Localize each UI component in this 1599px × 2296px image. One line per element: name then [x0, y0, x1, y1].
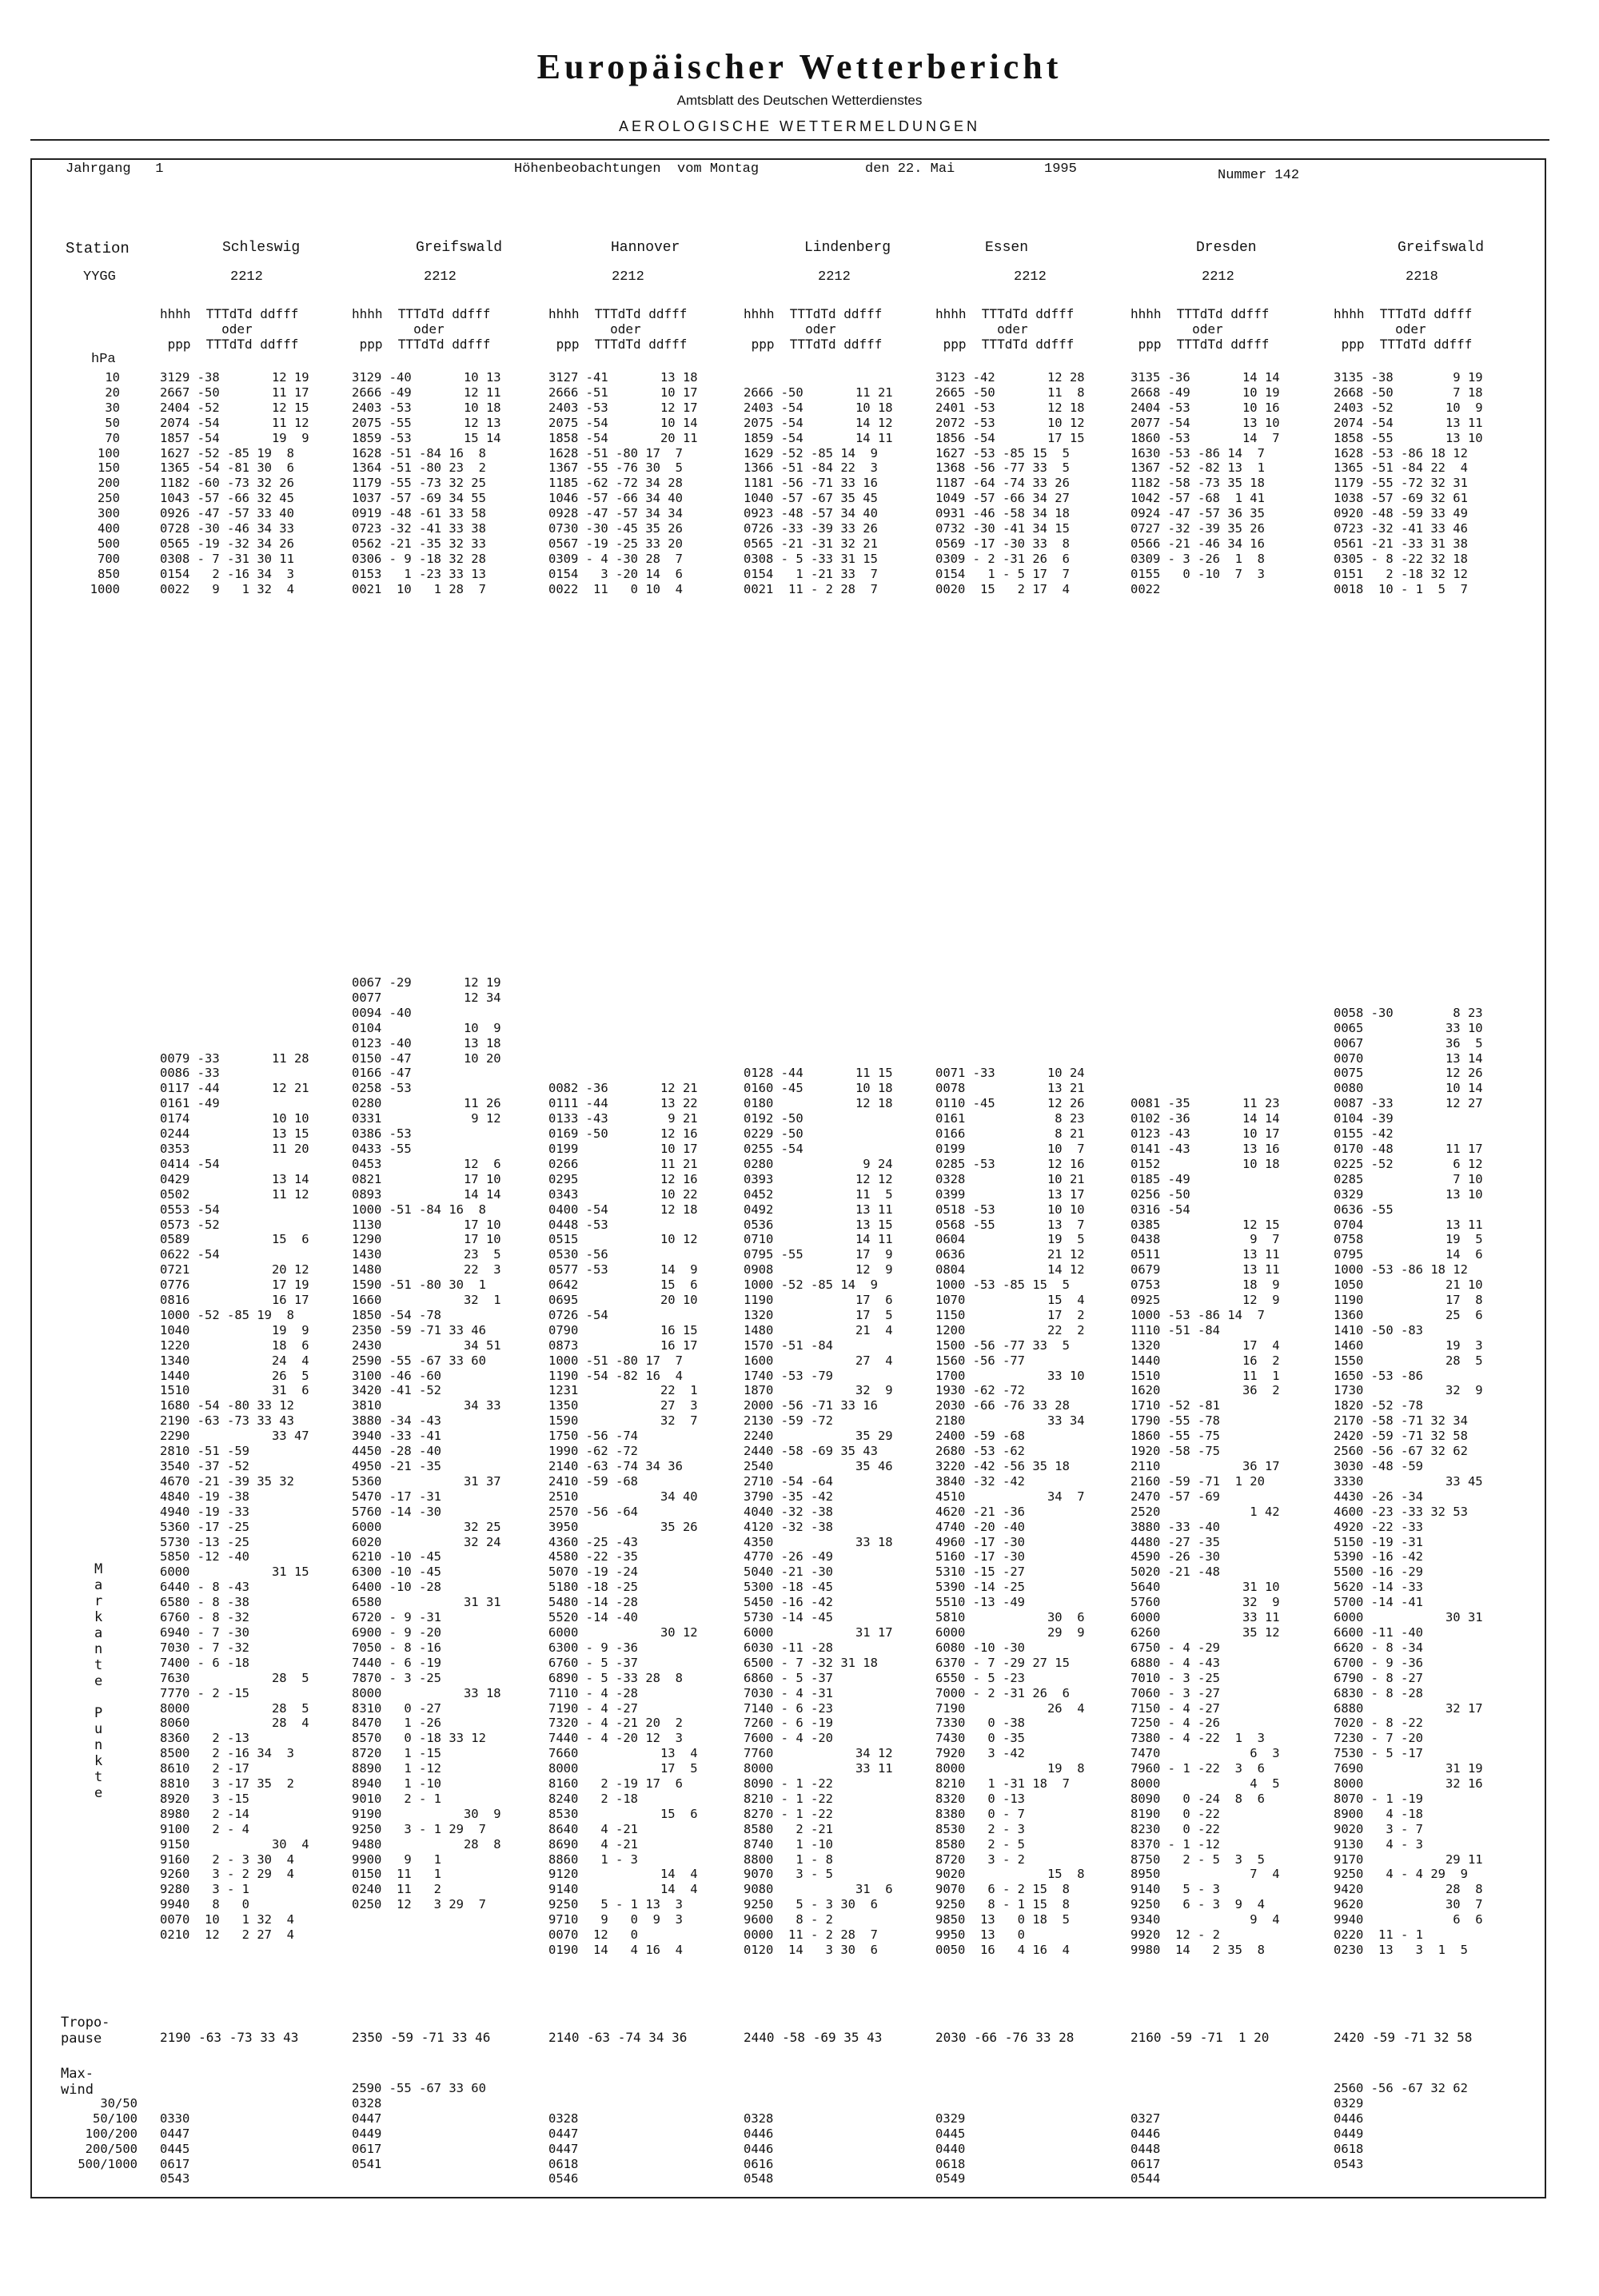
station-yygg: 2212	[818, 269, 851, 285]
station-yygg: 2212	[230, 269, 263, 285]
column-header: hhhh TTTdTd ddfff oder ppp TTTdTd ddfff	[548, 306, 688, 352]
yygg-label: YYGG	[83, 269, 116, 285]
maxwind-data: 2590 -55 -67 33 60 0328 0447 0449 0617 0541	[352, 2081, 486, 2171]
observation-label: Höhenbeobachtungen vom Montag	[514, 161, 760, 177]
maxwind-data: 0328 0447 0447 0618 0546	[548, 2111, 579, 2186]
significant-points-data: 0058 -30 8 23 0065 33 10 0067 36 5 0070 13 14 0075 12 26 0080 10 14 0087 -33 12 27 0104 -39 0155 -42 0170 -48 11 17 0225 -52 6 12 0285 7 10 0329 13 10 0636 -55 0704 13 11 0758 19 5 0795 14 6 1000 -53 -86 18 12 1050 21 10 1190 17 8 1360 25 6 1410 -50 -83 1460 19 3 1550 28 5 1650 -53 -86 1730 32 9 1820 -52 -78 2170 -58 -71 32 34 2420 -59 -71 32 58 2560 -56 -67 32 62 3030 -48 -59 3330 33 45 4430 -26 -34 4600 -23 -33 32 53 4920 -22 -33 5150 -19 -31 5390 -16 -42 5500 -16 -29 5620 -14 -33 5700 -14 -41 6000 30 31 6600 -11 -40 6620 - 8 -34 6700 - 9 -36 6790 - 8 -27 6830 - 8 -28 6880 32 17 7020 - 8 -22 7230 - 7 -20 7530 - 5 -17 7690 31 19 8000 32 16 8070 - 1 -19 8900 4 -18 9020 3 - 7 9130 4 - 3 9170 29 11 9250 4 - 4 29 9 9420 28 8 9620 30 7 9940 6 6 0220 11 - 1 0230 13 3 1 5	[1334, 1005, 1483, 1957]
pressure-levels: 10 20 30 50 70 100 150 200 250 300 400 500 700 850 1000	[90, 370, 120, 596]
station-yygg: 2218	[1406, 269, 1438, 285]
station-yygg: 2212	[424, 269, 457, 285]
markante-punkte-label: M a r k a n t e P u n k t e	[94, 1561, 103, 1801]
station-name: Hannover	[611, 240, 680, 256]
significant-points-data: 0067 -29 12 19 0077 12 34 0094 -40 0104 10 9 0123 -40 13 18 0150 -47 10 20 0166 -47 0258 -53 0280 11 26 0331 9 12 0386 -53 0433 -55 0453 12 6 0821 17 10 0893 14 14 1000 -51 -84 16 8 1130 17 10 1290 17 10 1430 23 5 1480 22 3 1590 -51 -80 30 1 1660 32 1 1850 -54 -78 2350 -59 -71 33 46 2430 34 51 2590 -55 -67 33 60 3100 -46 -60 3420 -41 -52 3810 34 33 3880 -34 -43 3940 -33 -41 4450 -28 -40 4950 -21 -35 5360 31 37 5470 -17 -31 5760 -14 -30 6000 32 25 6020 32 24 6210 -10 -45 6300 -10 -45 6400 -10 -28 6580 31 31 6720 - 9 -31 6900 - 9 -20 7050 - 8 -16 7440 - 6 -19 7870 - 3 -25 8000 33 18 8310 0 -27 8470 1 -26 8570 0 -18 33 12 8720 1 -15 8890 1 -12 8940 1 -10 9010 2 - 1 9190 30 9 9250 3 - 1 29 7 9480 28 8 9900 9 1 0150 11 1 0240 11 2 0250 12 3 29 7	[352, 975, 501, 1912]
significant-points-data: 0071 -33 10 24 0078 13 21 0110 -45 12 26 0161 8 23 0166 8 21 0199 10 7 0285 -53 12 16 0328 10 21 0399 13 17 0518 -53 10 10 0568 -55 13 7 0604 19 5 0636 21 12 0804 14 12 1000 -53 -85 15 5 1070 15 4 1150 17 2 1200 22 2 1500 -56 -77 33 5 1560 -56 -77 1700 33 10 1930 -62 -72 2030 -66 -76 33 28 2180 33 34 2400 -59 -68 2680 -53 -62 3220 -42 -56 35 18 3840 -32 -42 4510 34 7 4620 -21 -36 4740 -20 -40 4960 -17 -30 5160 -17 -30 5310 -15 -27 5390 -14 -25 5510 -13 -49 5810 30 6 6000 29 9 6080 -10 -30 6370 - 7 -29 27 15 6550 - 5 -23 7000 - 2 -31 26 6 7190 26 4 7330 0 -38 7430 0 -35 7920 3 -42 8000 19 8 8210 1 -31 18 7 8320 0 -13 8380 0 - 7 8530 2 - 3 8580 2 - 5 8720 3 - 2 9020 15 8 9070 6 - 2 15 8 9250 8 - 1 15 8 9850 13 0 18 5 9950 13 0 0050 16 4 16 4	[935, 1066, 1085, 1957]
header-divider	[30, 139, 1549, 141]
maxwind-data: 0328 0446 0446 0616 0548	[744, 2111, 774, 2186]
date-label: den 22. Mai	[865, 161, 955, 177]
tropopause-data: 2440 -58 -69 35 43	[744, 2030, 883, 2045]
tropopause-data: 2420 -59 -71 32 58	[1334, 2030, 1473, 2045]
maxwind-data: 0327 0446 0448 0617 0544	[1130, 2111, 1161, 2186]
station-label: Station	[66, 240, 130, 257]
tropopause-data: 2030 -66 -76 33 28	[935, 2030, 1075, 2045]
column-header: hhhh TTTdTd ddfff oder ppp TTTdTd ddfff	[1130, 306, 1270, 352]
station-name: Greifswald	[1398, 240, 1485, 256]
station-name: Greifswald	[416, 240, 503, 256]
tropopause-data: 2190 -63 -73 33 43	[160, 2030, 299, 2045]
station-name: Dresden	[1196, 240, 1257, 256]
station-name: Essen	[985, 240, 1029, 256]
significant-points-data: 0128 -44 11 15 0160 -45 10 18 0180 12 18 0192 -50 0229 -50 0255 -54 0280 9 24 0393 12 12 0452 11 5 0492 13 11 0536 13 15 0710 14 11 0795 -55 17 9 0908 12 9 1000 -52 -85 14 9 1190 17 6 1320 17 5 1480 21 4 1570 -51 -84 1600 27 4 1740 -53 -79 1870 32 9 2000 -56 -71 33 16 2130 -59 -72 2240 35 29 2440 -58 -69 35 43 2540 35 46 2710 -54 -64 3790 -35 -42 4040 -32 -38 4120 -32 -38 4350 33 18 4770 -26 -49 5040 -21 -30 5300 -18 -45 5450 -16 -42 5730 -14 -45 6000 31 17 6030 -11 -28 6500 - 7 -32 31 18 6860 - 5 -37 7030 - 4 -31 7140 - 6 -23 7260 - 6 -19 7600 - 4 -20 7760 34 12 8000 33 11 8090 - 1 -22 8210 - 1 -22 8270 - 1 -22 8580 2 -21 8740 1 -10 8800 1 - 8 9070 3 - 5 9080 31 6 9250 5 - 3 30 6 9600 8 - 2 0000 11 - 2 28 7 0120 14 3 30 6	[744, 1066, 893, 1957]
significant-points-data: 0082 -36 12 21 0111 -44 13 22 0133 -43 9 21 0169 -50 12 16 0199 10 17 0266 11 21 0295 12 16 0343 10 22 0400 -54 12 18 0448 -53 0515 10 12 0530 -56 0577 -53 14 9 0642 15 6 0695 20 10 0726 -54 0790 16 15 0873 16 17 1000 -51 -80 17 7 1190 -54 -82 16 4 1231 22 1 1350 27 3 1590 32 7 1750 -56 -74 1990 -62 -72 2140 -63 -74 34 36 2410 -59 -68 2510 34 40 2570 -56 -64 3950 35 26 4360 -25 -43 4580 -22 -35 5070 -19 -24 5180 -18 -25 5480 -14 -28 5520 -14 -40 6000 30 12 6300 - 9 -36 6760 - 5 -37 6890 - 5 -33 28 8 7110 - 4 -28 7190 - 4 -27 7320 - 4 -21 20 2 7440 - 4 -20 12 3 7660 13 4 8000 17 5 8160 2 -19 17 6 8240 2 -18 8530 15 6 8640 4 -21 8690 4 -21 8860 1 - 3 9120 14 4 9140 14 4 9250 5 - 1 13 3 9710 9 0 9 3 0070 12 0 0190 14 4 16 4	[548, 1081, 698, 1957]
column-header: hhhh TTTdTd ddfff oder ppp TTTdTd ddfff	[352, 306, 491, 352]
significant-points-data: 0079 -33 11 28 0086 -33 0117 -44 12 21 0161 -49 0174 10 10 0244 13 15 0353 11 20 0414 -54 0429 13 14 0502 11 12 0553 -54 0573 -52 0589 15 6 0622 -54 0721 20 12 0776 17 19 0816 16 17 1000 -52 -85 19 8 1040 19 9 1220 18 6 1340 24 4 1440 26 5 1510 31 6 1680 -54 -80 33 12 2190 -63 -73 33 43 2290 33 47 2810 -51 -59 3540 -37 -52 4670 -21 -39 35 32 4840 -19 -38 4940 -19 -33 5360 -17 -25 5730 -13 -25 5850 -12 -40 6000 31 15 6440 - 8 -43 6580 - 8 -38 6760 - 8 -32 6940 - 7 -30 7030 - 7 -32 7400 - 6 -18 7630 28 5 7770 - 2 -15 8000 28 5 8060 28 4 8360 2 -13 8500 2 -16 34 3 8610 2 -17 8810 3 -17 35 2 8920 3 -15 8980 2 -14 9100 2 - 4 9150 30 4 9160 2 - 3 30 4 9260 3 - 2 29 4 9280 3 - 1 9940 8 0 0070 10 1 32 4 0210 12 2 27 4	[160, 1050, 309, 1943]
standard-levels-data: 3135 -36 14 14 2668 -49 10 19 2404 -53 10 16 2077 -54 13 10 1860 -53 14 7 1630 -53 -86 14 7 1367 -52 -82 13 1 1182 -58 -73 35 18 1042 -57 -68 1 41 0924 -47 -57 36 35 0727 -32 -39 35 26 0566 -21 -46 34 16 0309 - 3 -26 1 8 0155 0 -10 7 3 0022	[1130, 370, 1280, 596]
tropopause-label: Tropo- pause	[61, 2015, 110, 2047]
page-title: Europäischer Wetterbericht	[536, 47, 1063, 86]
section-title: AEROLOGISCHE WETTERMELDUNGEN	[618, 118, 981, 134]
column-header: hhhh TTTdTd ddfff oder ppp TTTdTd ddfff	[744, 306, 883, 352]
standard-levels-data: 3129 -40 10 13 2666 -49 12 11 2403 -53 10 18 2075 -55 12 13 1859 -53 15 14 1628 -51 -84 16 8 1364 -51 -80 23 2 1179 -55 -73 32 25 1037 -57 -69 34 55 0919 -48 -61 33 58 0723 -32 -41 33 38 0562 -21 -35 32 33 0306 - 9 -18 32 28 0153 1 -23 33 13 0021 10 1 28 7	[352, 370, 501, 596]
standard-levels-data: 3135 -38 9 19 2668 -50 7 18 2403 -52 10 9 2074 -54 13 11 1858 -55 13 10 1628 -53 -86 18 12 1365 -51 -84 22 4 1179 -55 -72 32 31 1038 -57 -69 32 61 0920 -48 -59 33 49 0723 -32 -41 33 46 0561 -21 -33 31 38 0305 - 8 -22 32 18 0151 2 -18 32 12 0018 10 - 1 5 7	[1334, 370, 1483, 596]
tropopause-data: 2140 -63 -74 34 36	[548, 2030, 688, 2045]
standard-levels-data: 3127 -41 13 18 2666 -51 10 17 2403 -53 12 17 2075 -54 10 14 1858 -54 20 11 1628 -51 -80 17 7 1367 -55 -76 30 5 1185 -62 -72 34 28 1046 -57 -66 34 40 0928 -47 -57 34 34 0730 -30 -45 35 26 0567 -19 -25 33 20 0309 - 4 -30 28 7 0154 3 -20 14 6 0022 11 0 10 4	[548, 370, 698, 596]
standard-levels-data: 3123 -42 12 28 2665 -50 11 8 2401 -53 12 18 2072 -53 10 12 1856 -54 17 15 1627 -53 -85 15 5 1368 -56 -77 33 5 1187 -64 -74 33 26 1049 -57 -66 34 27 0931 -46 -58 34 18 0732 -30 -41 34 15 0569 -17 -30 33 8 0309 - 2 -31 26 6 0154 1 - 5 17 7 0020 15 2 17 4	[935, 370, 1085, 596]
maxwind-data: 0329 0445 0440 0618 0549	[935, 2111, 966, 2186]
column-header: hhhh TTTdTd ddfff oder ppp TTTdTd ddfff	[160, 306, 299, 352]
maxwind-data: 0330 0447 0445 0617 0543	[160, 2111, 190, 2186]
hpa-label: hPa	[91, 352, 116, 367]
column-header: hhhh TTTdTd ddfff oder ppp TTTdTd ddfff	[935, 306, 1075, 352]
station-yygg: 2212	[612, 269, 644, 285]
tropopause-data: 2350 -59 -71 33 46	[352, 2030, 491, 2045]
tropopause-data: 2160 -59 -71 1 20	[1130, 2030, 1270, 2045]
column-header: hhhh TTTdTd ddfff oder ppp TTTdTd ddfff	[1334, 306, 1473, 352]
jahrgang-label: Jahrgang 1	[66, 161, 164, 177]
station-yygg: 2212	[1202, 269, 1234, 285]
significant-points-data: 0081 -35 11 23 0102 -36 14 14 0123 -43 10 17 0141 -43 13 16 0152 10 18 0185 -49 0256 -50 0316 -54 0385 12 15 0438 9 7 0511 13 11 0679 13 11 0753 18 9 0925 12 9 1000 -53 -86 14 7 1110 -51 -84 1320 17 4 1440 16 2 1510 11 1 1620 36 2 1710 -52 -81 1790 -55 -78 1860 -55 -75 1920 -58 -75 2110 36 17 2160 -59 -71 1 20 2470 -57 -69 2520 1 42 3880 -33 -40 4480 -27 -35 4590 -26 -30 5020 -21 -48 5640 31 10 5760 32 9 6000 33 11 6260 35 12 6750 - 4 -29 6880 - 4 -43 7010 - 3 -25 7060 - 3 -27 7150 - 4 -27 7250 - 4 -26 7380 - 4 -22 1 3 7470 6 3 7960 - 1 -22 3 6 8000 4 5 8090 0 -24 8 6 8190 0 -22 8230 0 -22 8370 - 1 -12 8750 2 - 5 3 5 8950 7 4 9140 5 - 3 9250 6 - 3 9 4 9340 9 4 9920 12 - 2 9980 14 2 35 8	[1130, 1096, 1280, 1957]
station-name: Schleswig	[222, 240, 301, 256]
station-yygg: 2212	[1014, 269, 1047, 285]
standard-levels-data: 3129 -38 12 19 2667 -50 11 17 2404 -52 12 15 2074 -54 11 12 1857 -54 19 9 1627 -52 -85 19 8 1365 -54 -81 30 6 1182 -60 -73 32 26 1043 -57 -66 32 45 0926 -47 -57 33 40 0728 -30 -46 34 33 0565 -19 -32 34 26 0308 - 7 -31 30 11 0154 2 -16 34 3 0022 9 1 32 4	[160, 370, 309, 596]
maxwind-data: 2560 -56 -67 32 62 0329 0446 0449 0618 0543	[1334, 2081, 1468, 2171]
maxwind-levels: 30/50 50/100 100/200 200/500 500/1000	[78, 2096, 138, 2171]
subtitle: Amtsblatt des Deutschen Wetterdienstes	[676, 93, 923, 108]
maxwind-label: Max- wind	[61, 2066, 94, 2098]
station-name: Lindenberg	[804, 240, 891, 256]
issue-number: Nummer 142	[1218, 168, 1300, 183]
standard-levels-data: 2666 -50 11 21 2403 -54 10 18 2075 -54 14 12 1859 -54 14 11 1629 -52 -85 14 9 1366 -51 -84 22 3 1181 -56 -71 33 16 1040 -57 -67 35 45 0923 -48 -57 34 40 0726 -33 -39 33 26 0565 -21 -31 32 21 0308 - 5 -33 31 15 0154 1 -21 33 7 0021 11 - 2 28 7	[744, 385, 893, 596]
year-label: 1995	[1044, 161, 1077, 177]
